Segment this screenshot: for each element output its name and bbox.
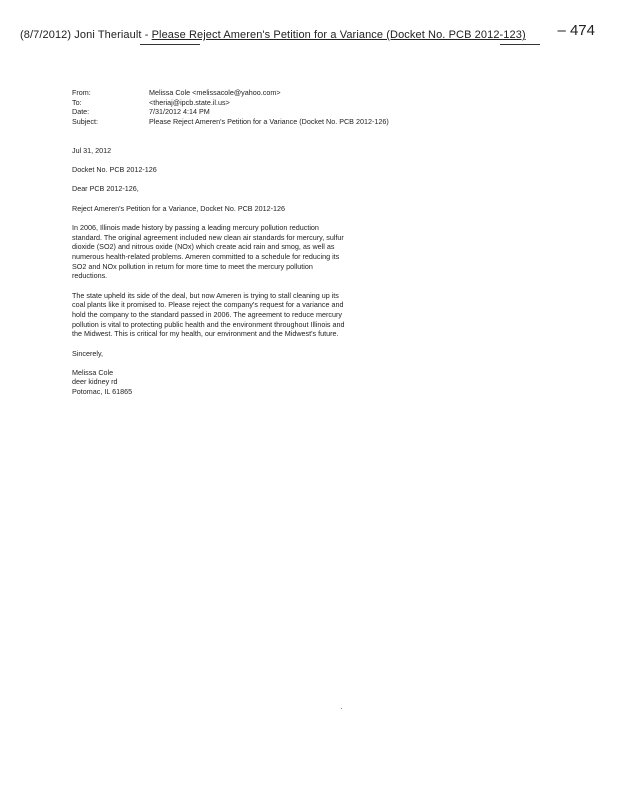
- email-field-value: <theriaj@ipcb.state.il.us>: [149, 97, 230, 107]
- document-header: [20, 29, 526, 41]
- email-field-subject: [72, 117, 389, 127]
- email-field-to: [72, 98, 389, 108]
- header-subject: Please Reject Ameren's Petition for a Variance (Docket No. PCB 2012-123): [151, 29, 526, 41]
- signature-address: deer kidney rd: [72, 377, 118, 387]
- page-number-dash: –: [557, 22, 570, 39]
- email-header-fields: [72, 88, 389, 126]
- re-line: Reject Ameren's Petition for a Variance, Docket No. PCB 2012-126: [72, 203, 285, 213]
- header-underline-left: [140, 44, 200, 45]
- date-line: Jul 31, 2012: [72, 146, 112, 155]
- header-prefix: (8/7/2012) Joni Theriault -: [20, 29, 152, 41]
- docket-line: Docket No. PCB 2012-126: [72, 165, 157, 175]
- signature-name: Melissa Cole: [72, 367, 114, 377]
- page-number: [557, 22, 595, 39]
- signature-block: [72, 368, 347, 397]
- body-paragraph: In 2006, Illinois made history by passing a leading mercury pollution reduction standard. The original agreement included new clean air standards for mercury, sulfur dioxide (SO2) and nitrous oxide (NOx) which create acid rain and smog, as well as numerous health-related problems. Ameren committed to a schedule for reducing its SO2 and NOx pollution in return for more time to meet the mercury pollution reductions.: [72, 222, 344, 281]
- email-field-date: [72, 107, 389, 117]
- email-body: [72, 146, 347, 397]
- email-field-from: [72, 88, 389, 98]
- email-field-label: To:: [72, 97, 82, 107]
- email-field-label: Date:: [72, 107, 90, 117]
- closing: Sincerely,: [72, 348, 104, 358]
- scan-speck: ·: [340, 704, 343, 713]
- header-underline-right: [500, 44, 540, 45]
- email-field-label: From:: [72, 88, 91, 97]
- email-field-label: Subject:: [72, 116, 98, 126]
- email-field-value: Please Reject Ameren's Petition for a Variance (Docket No. PCB 2012-126): [149, 116, 389, 126]
- page-number-value: 474: [569, 22, 595, 39]
- body-paragraph: The state upheld its side of the deal, but now Ameren is trying to stall cleaning up its coal plants like it promised to. Please reject the company's request for a variance and hold the company to the standard passed in 2006. The agreement to reduce mercury pollution is vital to protecting public health and the environment throughout Illinois and the Midwest. This is critical for my health, our environment and the Midwest's future.: [72, 290, 345, 339]
- email-field-value: 7/31/2012 4:14 PM: [149, 107, 210, 117]
- email-field-value: Melissa Cole <melissacole@yahoo.com>: [149, 88, 281, 97]
- signature-city: Potomac, IL 61865: [72, 387, 133, 397]
- salutation: Dear PCB 2012-126,: [72, 184, 139, 194]
